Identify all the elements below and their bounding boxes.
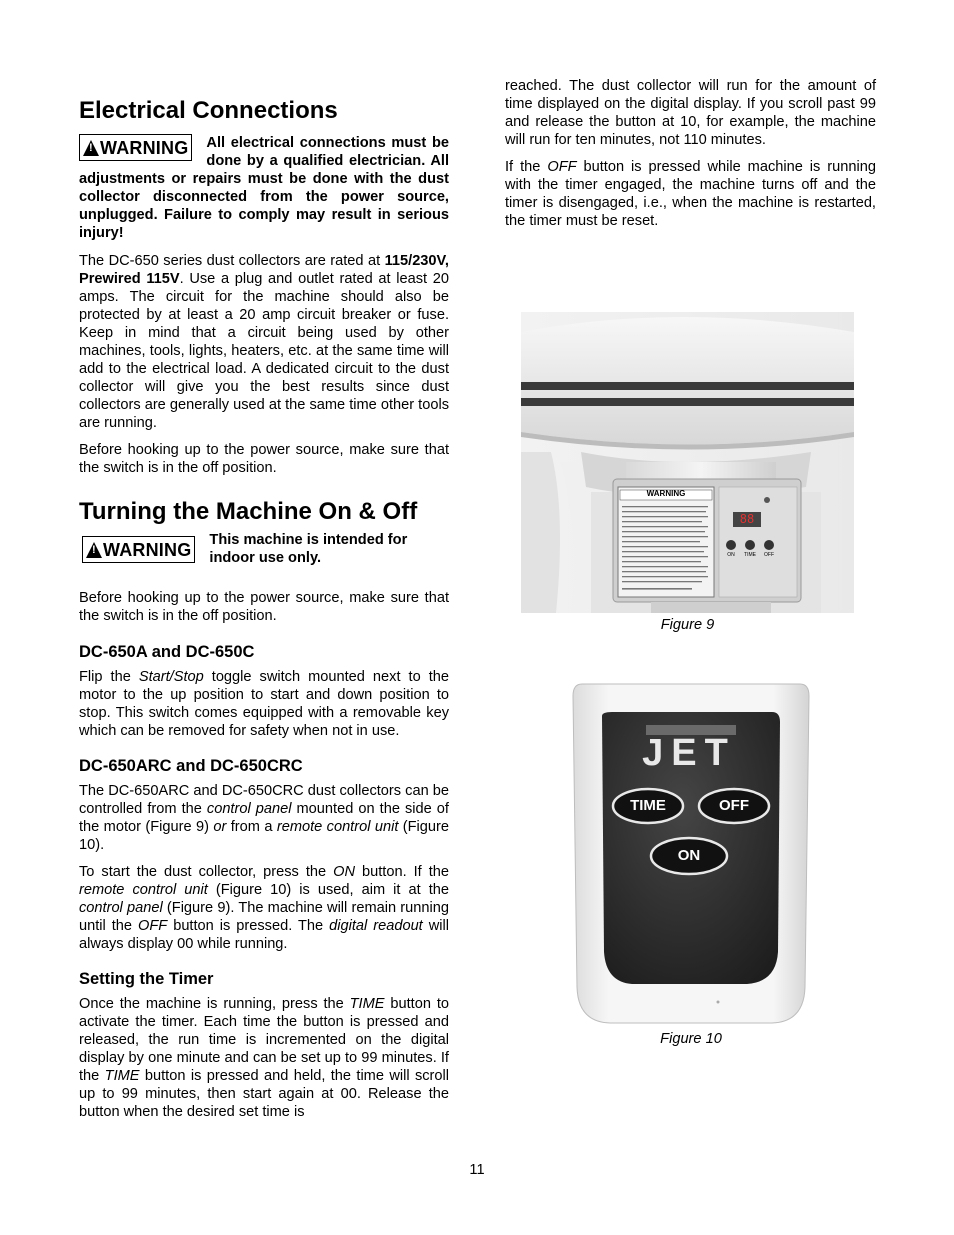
warning-text-indoor: This machine is intended for indoor use only. [209,532,408,566]
heading-dc650a: DC-650A and DC-650C [79,643,255,661]
paragraph-timer-continued: reached. The dust collector will run for the amount of time displayed on the digital display. If you scroll past 99 and release the button at 10, for example, the machine will run for ten minutes, not 110 minutes. [505,78,876,148]
remote-on-button[interactable]: ON [677,847,701,864]
figure-10-caption: Figure 10 [660,1031,722,1047]
fig9-off-label: OFF [764,552,774,558]
page-number: 11 [469,1162,485,1178]
warning-triangle-icon [86,542,102,558]
heading-electrical-connections: Electrical Connections [79,97,338,124]
paragraph-ratings: The DC-650 series dust collectors are rated at 115/230V, Prewired 115V. Use a plug and outlet rated at least 20 amps. The circuit for the machine should also be protected by at least a 20 amp circuit breaker or fuse. Keep in mind that a circuit being used by other machines, tools, lights, heaters, etc. at the same time will add to the electrical load. A dedicated circuit to the dust collector will give you the best results since dust collectors are generally used at the same time other tools are running. [79,253,449,431]
fig9-on-label: ON [727,552,735,558]
remote-brand-logo: JET [642,732,736,774]
right-column [505,77,876,239]
warning-triangle-icon [83,140,99,156]
warning-block-electrical [79,134,449,242]
remote-time-button[interactable]: TIME [630,797,666,814]
left-column [79,96,449,1130]
figure-9-caption: Figure 9 [660,617,715,633]
heading-turning-on-off: Turning the Machine On & Off [79,498,418,525]
paragraph-before-hooking-1: Before hooking up to the power source, make sure that the switch is in the off position. [79,442,449,476]
fig9-panel-warning-label: WARNING [646,489,686,498]
warning-badge: ! WARNING [82,536,195,563]
figure-10-remote [572,682,810,1025]
warning-badge: ! WARNING [79,134,192,161]
fig9-digital-display: 88 [739,512,755,526]
remote-off-button[interactable]: OFF [719,797,749,814]
heading-setting-timer: Setting the Timer [79,970,214,988]
paragraph-start-collector: To start the dust collector, press the ON button. If the remote control unit (Figure 10) is used, aim it at the control panel (Figure 9). The machine will remain running until the OFF button is pressed. The digital readout will always display 00 while running. [79,864,450,952]
paragraph-control-options: The DC-650ARC and DC-650CRC dust collectors can be controlled from the control panel mounted on the side of the motor (Figure 9) or from a remote control unit (Figure 10). [79,783,450,853]
heading-dc650arc: DC-650ARC and DC-650CRC [79,757,303,775]
paragraph-timer: Once the machine is running, press the TIME button to activate the timer. Each time the button is pressed and released, the run time is incremented on the digital display by one minute and can be set up to 99 minutes. If the TIME button is pressed and held, the time will scroll up to 99 minutes, then start again at 00. Release the button when the desired set time is [79,996,449,1120]
warning-block-indoor [79,531,449,567]
warning-text-electrical: All electrical connections must be done by a qualified electrician. All adjustments or repairs must be done with the dust collector disconnected from the power source, unplugged. Failure to comply may result in serious injury! [79,135,449,241]
paragraph-before-hooking-2: Before hooking up to the power source, make sure that the switch is in the off position. [79,590,449,624]
paragraph-toggle-switch: Flip the Start/Stop toggle switch mounted next to the motor to the up position to start and down position to stop. This switch comes equipped with a removable key which can be removed for safety when not in use. [79,669,449,739]
fig9-time-label: TIME [744,552,756,558]
figure-9-photo [521,312,854,613]
paragraph-off-button: If the OFF button is pressed while machine is running with the timer engaged, the machine turns off and the timer is disengaged, i.e., when the machine is restarted, the timer must be reset. [505,159,876,229]
